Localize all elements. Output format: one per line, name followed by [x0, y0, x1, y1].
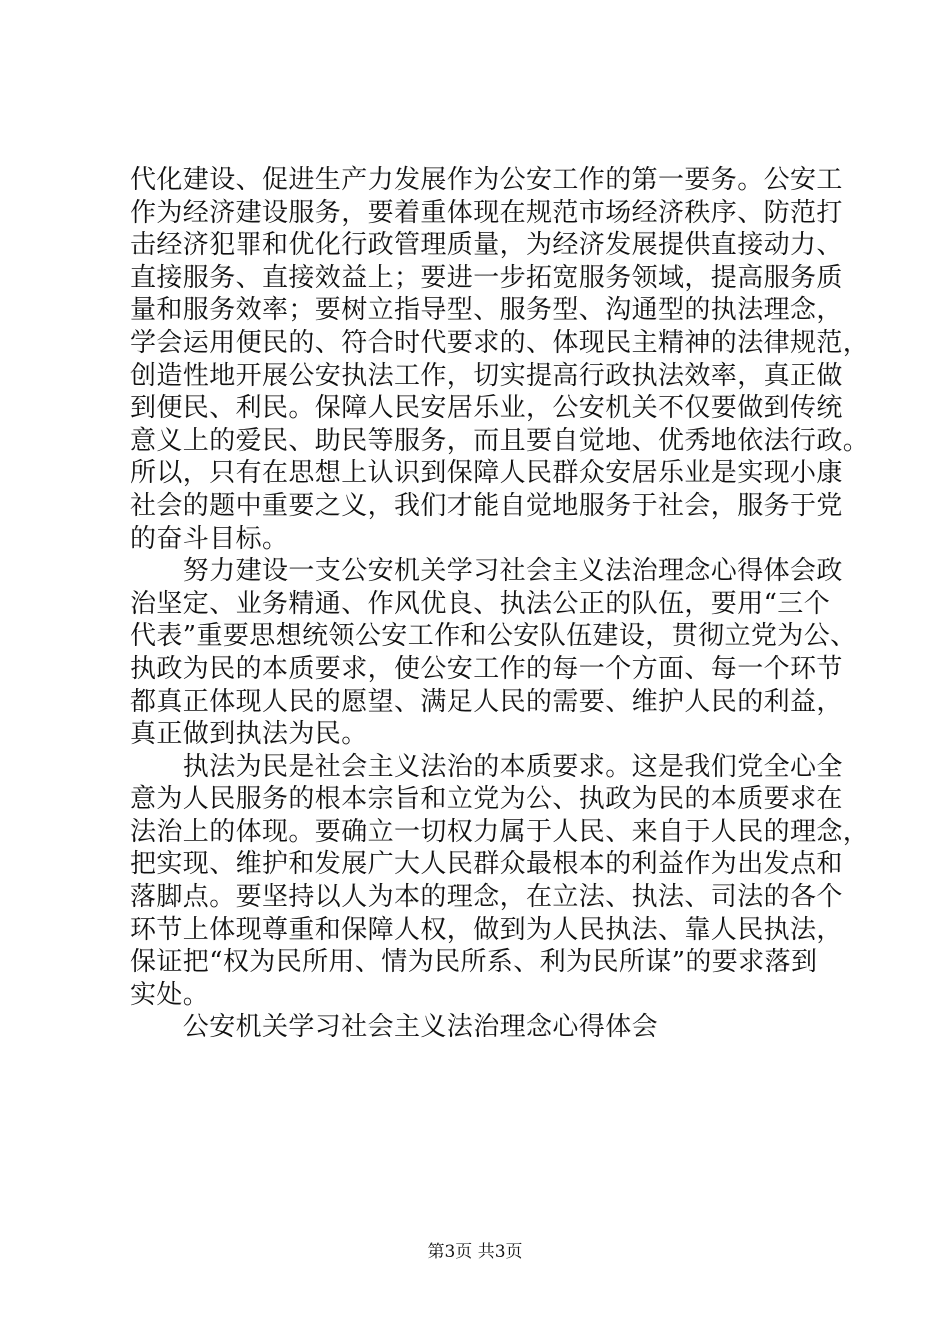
text-line: 努力建设一支公安机关学习社会主义法治理念心得体会政	[130, 556, 843, 587]
text-line: 意为人民服务的根本宗旨和立党为公、执政为民的本质要求在	[130, 784, 843, 815]
text-line: 的奋斗目标。	[130, 523, 289, 554]
page-footer	[0, 1240, 950, 1264]
text-line: 量和服务效率；要树立指导型、服务型、沟通型的执法理念，	[130, 295, 843, 326]
text-line: 保证把“权为民所用、情为民所系、利为民所谋”的要求落到	[130, 947, 818, 978]
text-line: 执政为民的本质要求，使公安工作的每一个方面、每一个环节	[130, 653, 843, 684]
text-line: 学会运用便民的、符合时代要求的、体现民主精神的法律规范，	[130, 327, 870, 358]
text-line: 直接服务、直接效益上；要进一步拓宽服务领域，提高服务质	[130, 262, 843, 293]
text-line: 法治上的体现。要确立一切权力属于人民、来自于人民的理念，	[130, 816, 870, 847]
text-line: 作为经济建设服务，要着重体现在规范市场经济秩序、防范打	[130, 197, 843, 228]
text-line: 代表”重要思想统领公安工作和公安队伍建设，贯彻立党为公、	[130, 621, 857, 652]
text-line: 治坚定、业务精通、作风优良、执法公正的队伍，要用“三个	[130, 588, 831, 619]
text-line: 击经济犯罪和优化行政管理质量，为经济发展提供直接动力、	[130, 230, 843, 261]
text-line: 所以，只有在思想上认识到保障人民群众安居乐业是实现小康	[130, 458, 843, 489]
text-line: 实处。	[130, 979, 210, 1010]
text-line: 真正做到执法为民。	[130, 719, 368, 750]
text-line: 执法为民是社会主义法治的本质要求。这是我们党全心全	[130, 751, 843, 782]
text-line: 到便民、利民。保障人民安居乐业，公安机关不仅要做到传统	[130, 393, 843, 424]
text-line: 都真正体现人民的愿望、满足人民的需要、维护人民的利益，	[130, 686, 843, 717]
text-line: 社会的题中重要之义，我们才能自觉地服务于社会，服务于党	[130, 490, 843, 521]
text-line: 公安机关学习社会主义法治理念心得体会	[130, 1012, 659, 1043]
text-line: 代化建设、促进生产力发展作为公安工作的第一要务。公安工	[130, 165, 843, 195]
text-line: 意义上的爱民、助民等服务，而且要自觉地、优秀地依法行政。	[130, 425, 870, 456]
document-body	[130, 164, 870, 1044]
text-line: 把实现、维护和发展广大人民群众最根本的利益作为出发点和	[130, 849, 843, 880]
text-line: 落脚点。要坚持以人为本的理念，在立法、执法、司法的各个	[130, 882, 843, 913]
text-line: 环节上体现尊重和保障人权，做到为人民执法、靠人民执法，	[130, 914, 843, 945]
text-line: 创造性地开展公安执法工作，切实提高行政执法效率，真正做	[130, 360, 843, 391]
page-number-label: 第3页 共3页	[427, 1242, 523, 1262]
